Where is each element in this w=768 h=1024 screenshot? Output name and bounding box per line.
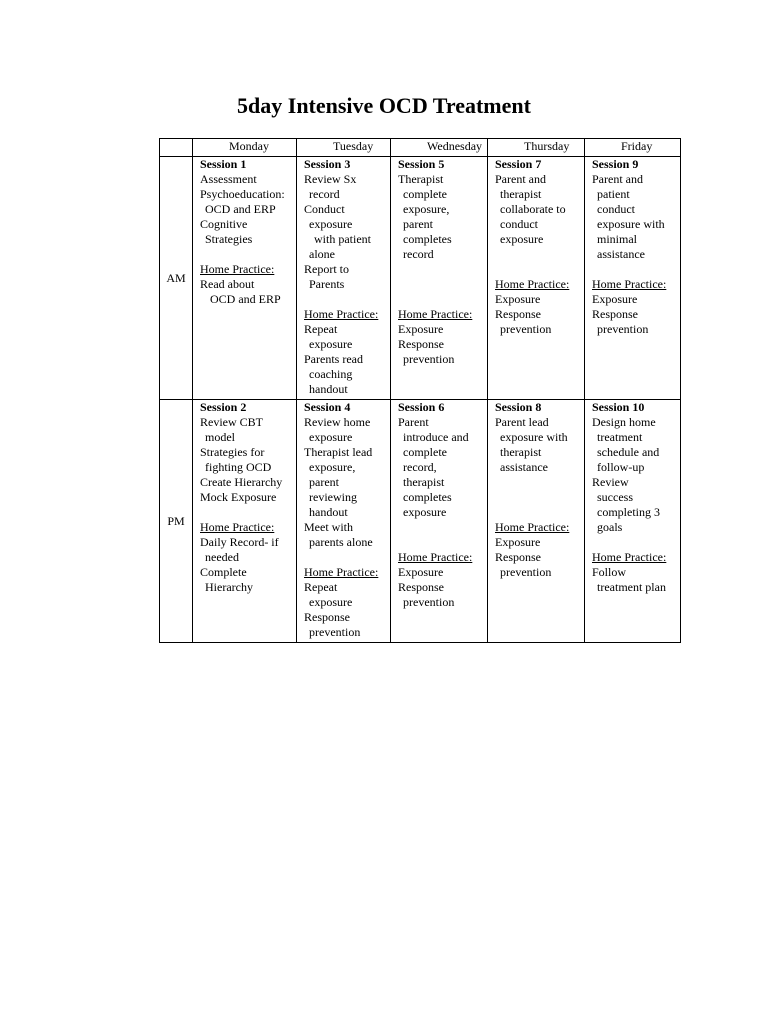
cell-text-line: Response — [495, 550, 541, 564]
home-practice-label: Home Practice: — [592, 277, 667, 291]
cell-text-line: Exposure — [592, 292, 638, 306]
cell-text-line: Parents read — [304, 352, 363, 366]
cell-text-line: Parent and — [592, 172, 643, 186]
cell-text-line: Repeat — [304, 580, 338, 594]
blank-line — [398, 262, 484, 277]
cell-text-line: record, — [403, 460, 437, 474]
cell-text-line: Exposure — [495, 292, 541, 306]
cell-text-line: assistance — [500, 460, 548, 474]
cell-text-line: completing 3 — [597, 505, 660, 519]
session-cell — [193, 400, 297, 643]
cell-text-line: Parent lead — [495, 415, 549, 429]
cell-text-line: Response — [304, 610, 350, 624]
cell-text-line: Assessment — [200, 172, 257, 186]
cell-text-line: success — [597, 490, 633, 504]
cell-text-line: Response — [398, 337, 444, 351]
home-practice-label: Home Practice: — [200, 262, 275, 276]
cell-text-line: conduct — [500, 217, 538, 231]
cell-text-line: exposure — [500, 232, 544, 246]
period-label: PM — [160, 400, 193, 643]
session-title: Session 8 — [495, 400, 542, 414]
session-cell — [391, 157, 488, 400]
cell-text-line: therapist — [403, 475, 445, 489]
session-title: Session 1 — [200, 157, 247, 171]
cell-text-line: Therapist lead — [304, 445, 373, 459]
session-cell — [297, 400, 391, 643]
session-title: Session 7 — [495, 157, 542, 171]
cell-text-line: alone — [309, 247, 335, 261]
cell-text-line: Exposure — [495, 535, 541, 549]
table-row — [160, 400, 681, 643]
cell-text-line: Response — [592, 307, 638, 321]
cell-text-line: OCD and ERP — [205, 202, 276, 216]
cell-text-line: Review CBT — [200, 415, 263, 429]
blank-line — [398, 520, 484, 535]
cell-text-line: exposure — [309, 217, 353, 231]
cell-text-line: exposure — [403, 505, 447, 519]
cell-text-line: exposure — [309, 430, 353, 444]
cell-text-line: record — [309, 187, 340, 201]
day-header: Monday — [193, 139, 297, 157]
session-cell — [297, 157, 391, 400]
cell-text-line: model — [205, 430, 235, 444]
cell-text-line: reviewing — [309, 490, 357, 504]
cell-text-line: Strategies for — [200, 445, 265, 459]
cell-text-line: Mock Exposure — [200, 490, 277, 504]
cell-text-line: Complete — [200, 565, 247, 579]
session-cell — [391, 400, 488, 643]
home-practice-label: Home Practice: — [495, 277, 570, 291]
session-cell — [488, 400, 585, 643]
cell-text-line: completes — [403, 490, 452, 504]
cell-text-line: introduce and — [403, 430, 469, 444]
cell-text-line: Response — [495, 307, 541, 321]
cell-text-line: prevention — [597, 322, 649, 336]
cell-text-line: Parents — [309, 277, 345, 291]
home-practice-label: Home Practice: — [495, 520, 570, 534]
cell-text-line: patient — [597, 187, 630, 201]
cell-text-line: Review Sx — [304, 172, 357, 186]
blank-line — [592, 535, 677, 550]
cell-text-line: exposure — [309, 595, 353, 609]
cell-text-line: OCD and ERP — [210, 292, 281, 306]
home-practice-label: Home Practice: — [592, 550, 667, 564]
header-row — [160, 139, 681, 157]
cell-text-line: Meet with — [304, 520, 353, 534]
cell-text-line: Design home — [592, 415, 656, 429]
cell-text-line: therapist — [500, 187, 542, 201]
session-cell — [193, 157, 297, 400]
cell-text-line: exposure — [309, 337, 353, 351]
day-header: Friday — [585, 139, 681, 157]
cell-text-line: coaching — [309, 367, 353, 381]
cell-text-line: with patient — [314, 232, 371, 246]
cell-text-line: handout — [309, 382, 348, 396]
cell-text-line: Report to — [304, 262, 349, 276]
blank-line — [495, 505, 581, 520]
cell-text-line: Exposure — [398, 322, 444, 336]
cell-text-line: Repeat — [304, 322, 338, 336]
cell-text-line: Review home — [304, 415, 371, 429]
cell-text-line: Cognitive — [200, 217, 248, 231]
cell-text-line: prevention — [403, 352, 455, 366]
cell-text-line: treatment plan — [597, 580, 666, 594]
corner-cell — [160, 139, 193, 157]
cell-text-line: complete — [403, 445, 447, 459]
cell-text-line: Response — [398, 580, 444, 594]
cell-text-line: treatment — [597, 430, 643, 444]
cell-text-line: Review — [592, 475, 629, 489]
day-header: Wednesday — [391, 139, 488, 157]
cell-text-line: complete — [403, 187, 447, 201]
session-title: Session 6 — [398, 400, 445, 414]
blank-line — [398, 535, 484, 550]
cell-text-line: needed — [205, 550, 239, 564]
cell-text-line: record — [403, 247, 434, 261]
period-label: AM — [160, 157, 193, 400]
session-title: Session 2 — [200, 400, 247, 414]
cell-text-line: Psychoeducation: — [200, 187, 285, 201]
cell-text-line: Create Hierarchy — [200, 475, 283, 489]
cell-text-line: exposure, — [309, 460, 356, 474]
cell-text-line: parent — [309, 475, 339, 489]
blank-line — [495, 475, 581, 490]
cell-text-line: Parent and — [495, 172, 546, 186]
cell-text-line: prevention — [403, 595, 455, 609]
cell-text-line: assistance — [597, 247, 645, 261]
home-practice-label: Home Practice: — [200, 520, 275, 534]
home-practice-label: Home Practice: — [304, 307, 379, 321]
home-practice-label: Home Practice: — [304, 565, 379, 579]
cell-text-line: parents alone — [309, 535, 373, 549]
cell-text-line: fighting OCD — [205, 460, 272, 474]
cell-text-line: Follow — [592, 565, 627, 579]
blank-line — [304, 292, 387, 307]
session-cell — [585, 400, 681, 643]
cell-text-line: Read about — [200, 277, 255, 291]
cell-text-line: minimal — [597, 232, 637, 246]
blank-line — [304, 550, 387, 565]
cell-text-line: Therapist — [398, 172, 444, 186]
cell-text-line: completes — [403, 232, 452, 246]
page-title: 5day Intensive OCD Treatment — [237, 93, 531, 118]
cell-text-line: exposure, — [403, 202, 450, 216]
cell-text-line: prevention — [500, 565, 552, 579]
cell-text-line: Hierarchy — [205, 580, 253, 594]
table-row — [160, 157, 681, 400]
session-title: Session 5 — [398, 157, 445, 171]
cell-text-line: prevention — [309, 625, 361, 639]
blank-line — [495, 247, 581, 262]
home-practice-label: Home Practice: — [398, 550, 473, 564]
day-header: Tuesday — [297, 139, 391, 157]
cell-text-line: follow-up — [597, 460, 645, 474]
session-cell — [488, 157, 585, 400]
cell-text-line: handout — [309, 505, 348, 519]
cell-text-line: parent — [403, 217, 433, 231]
blank-line — [398, 277, 484, 292]
session-title: Session 10 — [592, 400, 645, 414]
day-header: Thursday — [488, 139, 585, 157]
cell-text-line: Daily Record- if — [200, 535, 279, 549]
cell-text-line: conduct — [597, 202, 635, 216]
cell-text-line: prevention — [500, 322, 552, 336]
cell-text-line: goals — [597, 520, 623, 534]
session-title: Session 3 — [304, 157, 351, 171]
blank-line — [398, 292, 484, 307]
blank-line — [592, 262, 677, 277]
blank-line — [495, 262, 581, 277]
session-cell — [585, 157, 681, 400]
cell-text-line: therapist — [500, 445, 542, 459]
cell-text-line: Conduct — [304, 202, 345, 216]
session-title: Session 4 — [304, 400, 351, 414]
session-title: Session 9 — [592, 157, 639, 171]
blank-line — [200, 505, 293, 520]
cell-text-line: Exposure — [398, 565, 444, 579]
blank-line — [200, 247, 293, 262]
schedule-table — [159, 138, 681, 643]
cell-text-line: Parent — [398, 415, 429, 429]
cell-text-line: exposure with — [597, 217, 665, 231]
cell-text-line: schedule and — [597, 445, 660, 459]
cell-text-line: Strategies — [205, 232, 253, 246]
home-practice-label: Home Practice: — [398, 307, 473, 321]
cell-text-line: exposure with — [500, 430, 568, 444]
blank-line — [495, 490, 581, 505]
cell-text-line: collaborate to — [500, 202, 566, 216]
